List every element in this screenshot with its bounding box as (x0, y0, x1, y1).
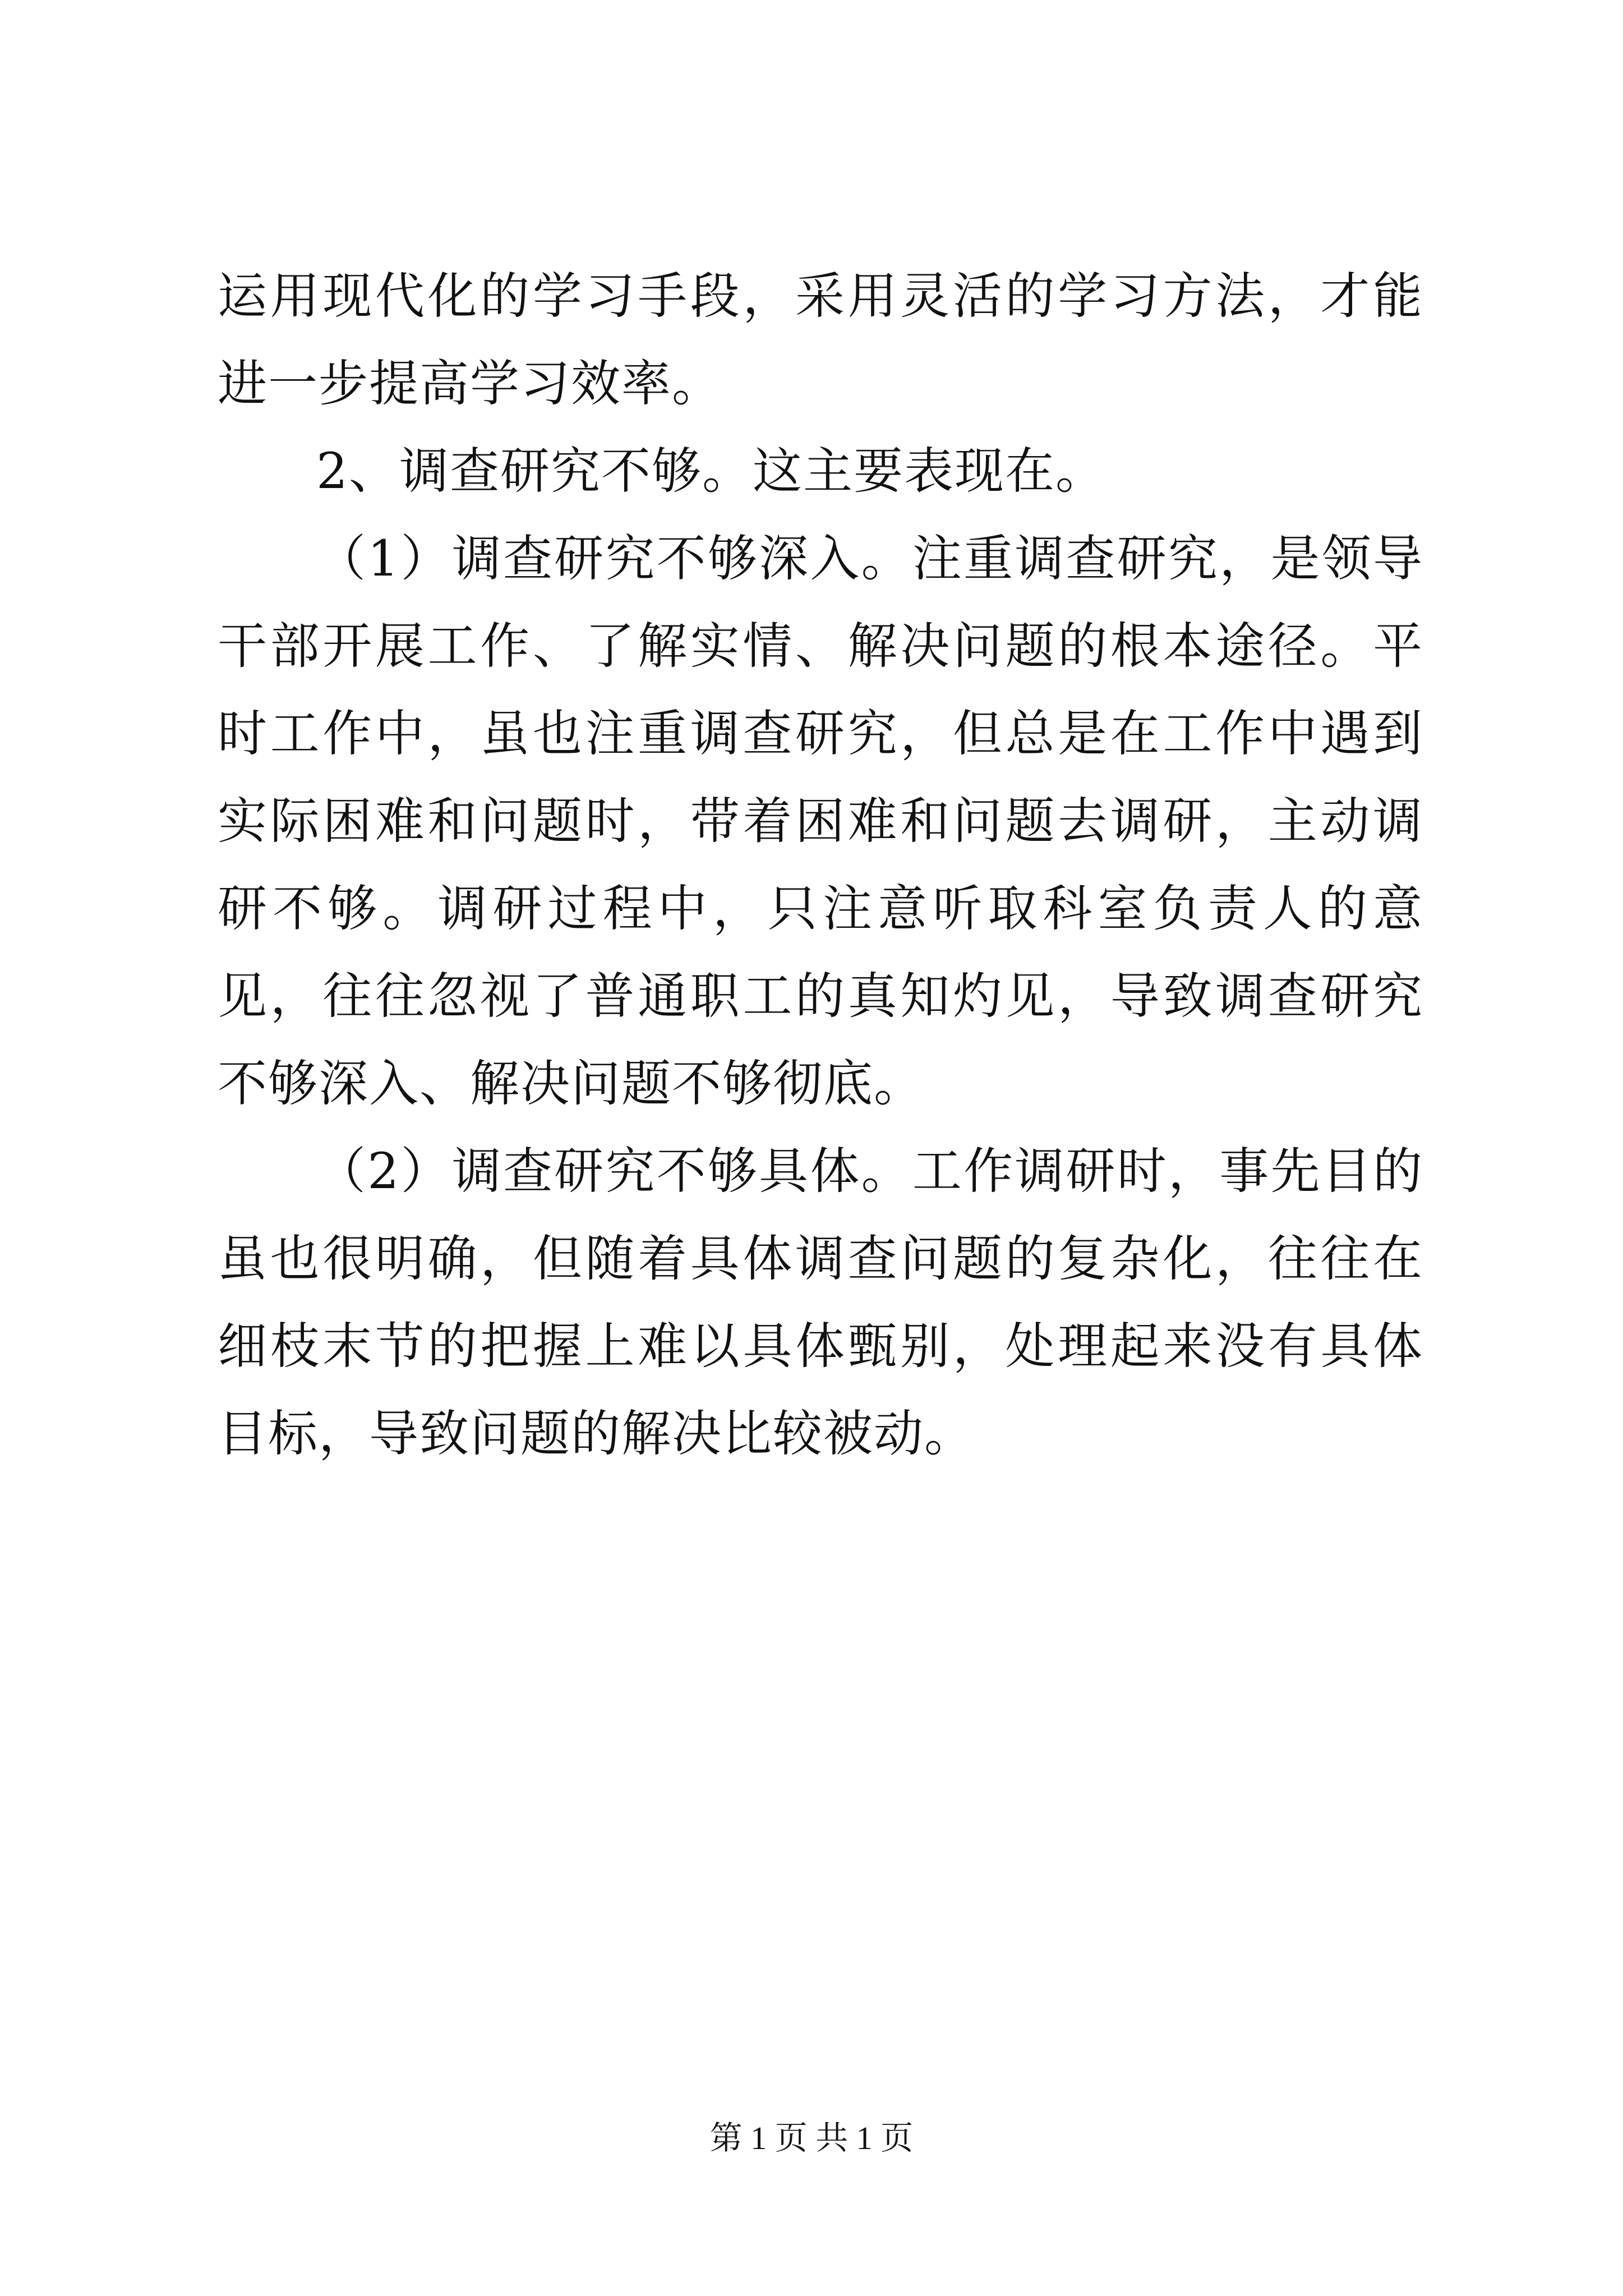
page-number-label: 第 1 页 共 1 页 (709, 2120, 914, 2156)
paragraph-item-1: （1）调查研究不够深入。注重调查研究，是领导干部开展工作、了解实情、解决问题的根本途径。平时工作中，虽也注重调查研究，但总是在工作中遇到实际困难和问题时，带着困难和问题去调研，主动调研不够。调研过程中，只注意听取科室负责人的意见，往往忽视了普通职工的真知灼见，导致调查研究不够深入、解决问题不够彻底。 (218, 530, 1423, 1112)
paragraph-item-2: （2）调查研究不够具体。工作调研时，事先目的虽也很明确，但随着具体调查问题的复杂化，往往在细枝末节的把握上难以具体甄别，处理起来没有具体目标，导致问题的解决比较被动。 (218, 1142, 1423, 1462)
paragraph-heading-2: 2、调查研究不够。这主要表现在。 (316, 442, 1106, 500)
document-body (218, 252, 1423, 1478)
paragraph-continuation: 运用现代化的学习手段，采用灵活的学习方法，才能进一步提高学习效率。 (218, 267, 1423, 412)
page-footer (0, 2116, 1623, 2161)
